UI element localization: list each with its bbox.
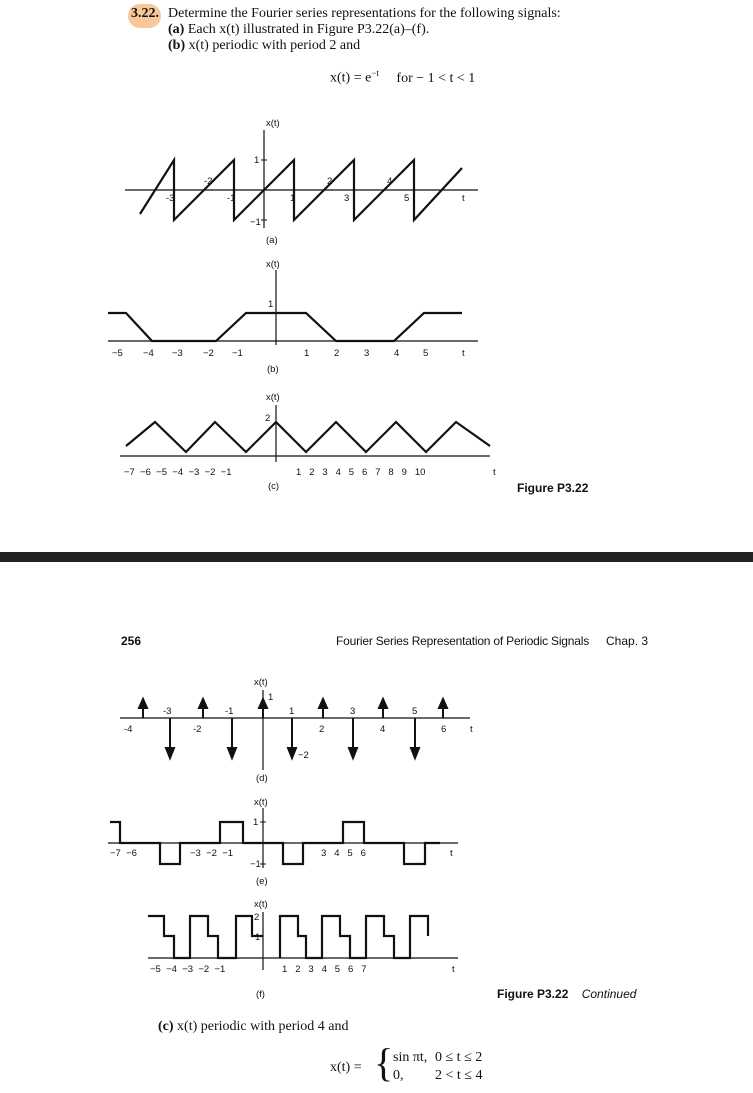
panel-e-ytick-neg: −1 (250, 859, 261, 870)
part-c-line (158, 1019, 349, 1035)
panel-a-tick-below: -3 (166, 193, 175, 204)
panel-e-ticks-right: 3 4 5 6 (321, 848, 366, 859)
panel-b-tick: −3 (172, 348, 183, 359)
panel-b-tick: −4 (143, 348, 154, 359)
panel-d-tick-above: 3 (350, 706, 356, 717)
panel-a-label: (a) (266, 235, 278, 246)
panel-d-tick-above: -3 (163, 706, 172, 717)
panel-d-label: (d) (256, 773, 268, 784)
panel-c-ticks-pos: 1 2 3 4 5 6 7 8 9 10 (296, 467, 426, 478)
panel-e-ylabel: x(t) (254, 797, 268, 808)
panel-b-tick: 3 (364, 348, 370, 359)
panel-a-tick-below: 5 (404, 193, 410, 204)
panel-b-tick: 1 (304, 348, 310, 359)
part-c-label: (c) (158, 1019, 174, 1034)
panel-e-ytick-pos: 1 (253, 817, 259, 828)
panel-c-xlabel: t (493, 467, 496, 478)
panel-a-tick-above: 4 (387, 176, 393, 187)
part-b-exponent: −t (371, 68, 379, 78)
panel-f-ylabel: x(t) (254, 899, 268, 910)
panel-a-ylabel: x(t) (266, 118, 280, 129)
panel-d-tick-above: -1 (225, 706, 234, 717)
panel-a-tick-above: 2 (327, 176, 333, 187)
panel-a-ytick-neg: −1 (250, 217, 261, 228)
panel-a-xlabel: t (462, 193, 465, 204)
panel-d-tick-above: 5 (412, 706, 418, 717)
panel-c-ytick: 2 (265, 413, 271, 424)
chapter-label: Chap. 3 (606, 634, 649, 648)
part-c-case2-cond: 2 < t ≤ 4 (435, 1068, 483, 1083)
panel-d-tick-below: 2 (319, 724, 325, 735)
part-c-case1-expr: sin πt, (393, 1050, 428, 1065)
problem-number: 3.22. (131, 6, 159, 21)
panel-f-ticks-neg: −5 −4 −3 −2 −1 (150, 964, 226, 975)
panel-f-ticks-pos: 1 2 3 4 5 6 7 (282, 964, 367, 975)
panel-d-tick-below: -2 (193, 724, 202, 735)
panel-d-tick-below: -4 (124, 724, 133, 735)
panel-d-tick-below: 4 (380, 724, 386, 735)
part-a-text: Each x(t) illustrated in Figure P3.22(a)–(f). (187, 22, 430, 37)
panel-e-ticks-left: −7 −6 (110, 848, 137, 859)
panel-b-tick: 2 (334, 348, 340, 359)
panel-a-tick-above: -2 (204, 176, 213, 187)
panel-f-label: (f) (256, 989, 265, 1000)
panel-d-tick-below: 6 (441, 724, 447, 735)
panel-a-tick-below: -1 (227, 193, 236, 204)
part-c-lhs: x(t) = (330, 1060, 362, 1075)
panel-b-ylabel: x(t) (266, 259, 280, 270)
panel-d-impulse-down: −2 (298, 750, 309, 761)
part-c-brace: { (374, 1040, 394, 1085)
part-c-case2-expr: 0, (393, 1068, 404, 1083)
part-c-text: x(t) periodic with period 4 and (177, 1019, 349, 1034)
panel-a-tick-below: 1 (290, 193, 296, 204)
panel-b-tick: −2 (203, 348, 214, 359)
panel-f-ytick-1: 1 (255, 932, 261, 943)
figure-bottom-caption: Figure P3.22 (497, 987, 569, 1001)
panel-c-ticks-neg: −7 −6 −5 −4 −3 −2 −1 (124, 467, 232, 478)
problem-statement: Determine the Fourier series representations for the following signals: (168, 6, 561, 21)
panel-b-tick: 5 (423, 348, 429, 359)
part-a-label: (a) (168, 22, 185, 37)
part-b-equation-lhs: x(t) = e (330, 70, 372, 86)
panel-e-xlabel: t (450, 848, 453, 859)
chapter-title: Fourier Series Representation of Periodic Signals (336, 634, 589, 648)
panel-b-tick: 4 (394, 348, 400, 359)
panel-c-label: (c) (268, 481, 280, 492)
figure-bottom-caption-line (497, 987, 636, 1001)
panel-a-ytick-pos: 1 (254, 155, 260, 166)
panel-c-ylabel: x(t) (266, 392, 280, 403)
panel-e-ticks-mid: −3 −2 −1 (190, 848, 234, 859)
panel-d-xlabel: t (470, 724, 473, 735)
panel-b-ytick: 1 (268, 299, 274, 310)
panel-e-label: (e) (256, 876, 268, 887)
panel-b-label: (b) (267, 364, 279, 375)
part-b-condition: for − 1 < t < 1 (396, 70, 476, 86)
panel-d-ylabel: x(t) (254, 677, 268, 688)
page-number: 256 (121, 634, 142, 648)
panel-b-xlabel: t (462, 348, 465, 359)
panel-b-tick: −1 (232, 348, 243, 359)
panel-a-tick-below: 3 (344, 193, 350, 204)
figure-bottom-caption-suffix: Continued (581, 987, 637, 1001)
panel-b-tick: −5 (112, 348, 123, 359)
part-b-label: (b) (168, 38, 186, 53)
part-b-text: x(t) periodic with period 2 and (188, 38, 361, 53)
panel-d-tick-above: 1 (289, 706, 295, 717)
panel-f-ytick-2: 2 (254, 912, 260, 923)
panel-d-impulse-up: 1 (268, 692, 274, 703)
figure-top-caption: Figure P3.22 (517, 481, 589, 495)
panel-f-xlabel: t (452, 964, 455, 975)
part-c-case1-cond: 0 ≤ t ≤ 2 (435, 1050, 483, 1065)
